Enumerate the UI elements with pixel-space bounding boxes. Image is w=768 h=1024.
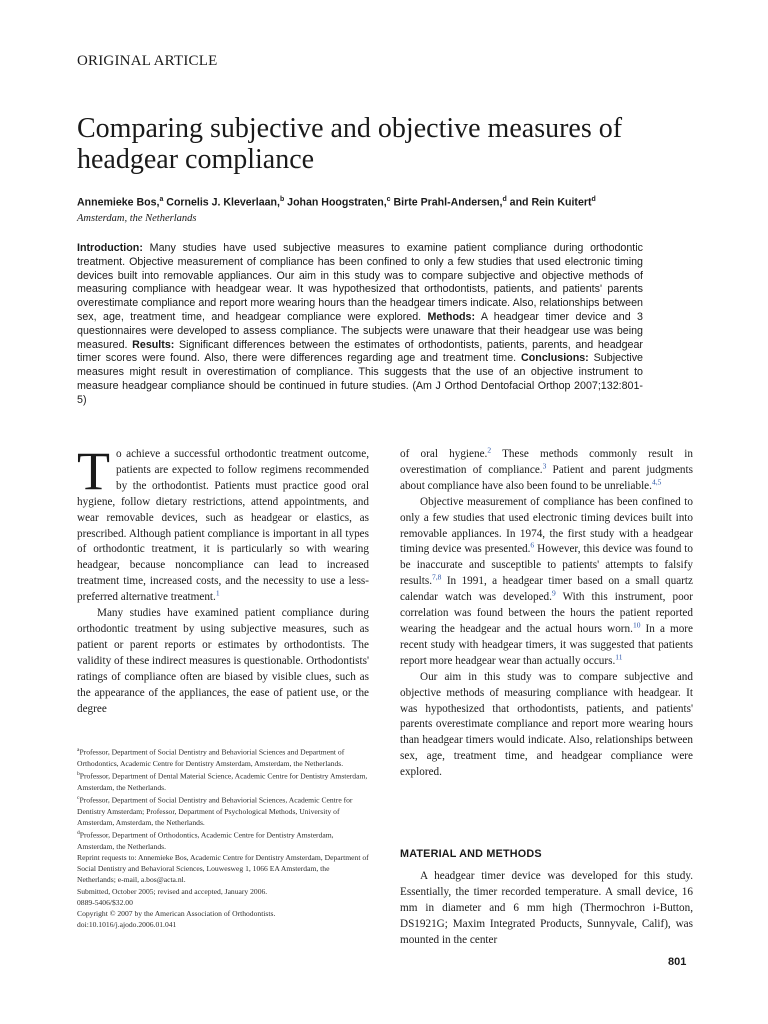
section-label: ORIGINAL ARTICLE [77, 53, 218, 69]
reprint-requests: Reprint requests to: Annemieke Bos, Academic Centre for Dentistry Amsterdam, Department of Social Dentistry and Behavioral Sciences, Louwesweg 1, 1066 EA Amsterdam, the Netherlands; e-mail, a.bos@acta.nl. [77, 852, 369, 885]
author-affiliation-mark: a [159, 196, 164, 203]
reference-link[interactable]: 6 [530, 540, 535, 550]
abstract-results-text: Significant differences between the estimates of orthodontists, patients, parents, and headgear timer scores were found. Also, there were differences regarding age and treatment time. [77, 338, 643, 365]
author-name: Johan Hoogstraten, [287, 196, 387, 209]
abstract-conclusions-label: Conclusions: [516, 352, 589, 365]
body-paragraph: A headgear timer device was developed for this study. Essentially, the timer recorded temperature. A small device, 16 mm in diameter and 6 mm high (Thermochron i-Button, DS1921G; Maxim Integrated Products, Sunnyvale, Calif), was mounted in the center [400, 870, 693, 946]
paragraph-text: o achieve a successful orthodontic treatment outcome, patients are expected to follow regimens recommended by the orthodontist. Patients must practice good oral hygiene, follow dietary restrictions, attend appointments, and wear removable devices, such as headgear or elastics, as prescribed. Although patient compliance is important in all types of orthodontic treatment, it is particularly so with wearing headgear, because noncompliance can lead to increased treatment time, increased costs, and the necessity to use a less-preferred alternative treatment. [77, 448, 369, 604]
body-column-right [400, 447, 693, 781]
reference-link[interactable]: 10 [632, 620, 641, 630]
reference-link[interactable]: 3 [542, 461, 547, 471]
footnote-c [77, 793, 369, 828]
footnote-mark: d [77, 830, 80, 837]
reference-link[interactable]: 9 [551, 588, 556, 598]
author-name: Birte Prahl-Andersen, [393, 196, 503, 209]
reference-link[interactable]: 1 [215, 588, 220, 598]
footnote-mark: c [77, 794, 80, 801]
submission-dates: Submitted, October 2005; revised and accepted, January 2006. [77, 886, 268, 896]
author-name: and Rein Kuitert [509, 196, 592, 209]
issn: 0889-5406/$32.00 [77, 897, 133, 907]
section-heading-methods: MATERIAL AND METHODS [400, 848, 542, 860]
body-paragraph [400, 495, 693, 670]
paragraph-text: These methods commonly result in overestimation of compliance. [400, 448, 693, 476]
abstract-results-label: Results: [127, 338, 175, 351]
abstract [77, 242, 643, 408]
author-affiliation-mark: c [386, 196, 391, 203]
abstract-conclusions-text: Subjective measures might result in overestimation of compliance. This suggests that the use of an objective instrument to measure headgear compliance should be continued in future studies. (Am J Orthod Dentofacial Orthop 2007;132:801-5) [77, 352, 643, 406]
author-name: Annemieke Bos, [77, 196, 160, 209]
author-affiliation-mark: d [502, 196, 507, 203]
footnotes [77, 745, 369, 930]
footnote-mark: b [77, 770, 80, 777]
paragraph-text: In a more recent study with headgear timers, it was suggested that patients report more headgear wear than actually occurs. [400, 622, 693, 667]
abstract-methods-text: A headgear timer device and 3 questionnaires were developed to assess compliance. The subjects were unaware that their headgear use was being measured. [77, 310, 643, 351]
author-list [77, 196, 717, 209]
paragraph-text: With this instrument, poor correlation was found between the hours the patient reported wearing the headgear and the actual hours worn. [400, 591, 693, 635]
author-affiliation-mark: b [279, 196, 285, 203]
paragraph-text: of oral hygiene. [400, 448, 488, 460]
footnote-text: Professor, Department of Social Dentistry and Behaviorial Sciences and Department of Orthodontics, Academic Centre for Dentistry Amsterdam, Amsterdam, the Netherlands. [77, 747, 345, 768]
body-paragraph [400, 447, 693, 495]
author-name: Cornelis J. Kleverlaan, [166, 196, 280, 209]
body-column-left [77, 441, 369, 717]
footnote-a [77, 745, 369, 769]
footnote-mark: a [77, 747, 80, 753]
footnote-d [77, 828, 369, 852]
drop-cap: T [77, 441, 110, 501]
abstract-intro-label: Introduction: [77, 242, 143, 254]
footnote-b [77, 769, 369, 793]
author-affiliation-mark: d [591, 196, 596, 203]
body-paragraph [77, 441, 369, 606]
body-paragraph: Our aim in this study was to compare subjective and objective methods of measuring compliance with headgear. It was hypothesized that orthodontists, patients, and patients' parents overestimate compliance and report more wearing hours than headgear timers would indicate. Also, relationships between sex, age, treatment time, and headgear compliance were explored. [400, 670, 693, 779]
reference-link[interactable]: 11 [615, 652, 623, 662]
abstract-methods-label: Methods: [421, 310, 476, 323]
affiliation-place: Amsterdam, the Netherlands [77, 213, 197, 224]
methods-text [400, 869, 693, 949]
footnote-text: Professor, Department of Dental Material Science, Academic Centre for Dentistry Amsterdam, Amsterdam, the Netherlands. [77, 771, 368, 792]
footnote-text: Professor, Department of Social Dentistry and Behaviorial Sciences, Academic Centre for Dentistry Amsterdam; Professor, Department of Psychological Methods, University of Amsterdam, Amsterdam, the Netherlands. [77, 795, 353, 827]
footnote-text: Professor, Department of Orthodontics, Academic Centre for Dentistry Amsterdam, Amsterdam, the Netherlands. [77, 830, 334, 851]
paragraph-text: Objective measurement of compliance has been confined to only a few studies that used electronic timing devices built into removable appliances. In 1974, the first study with a headgear timing device was presented. [400, 495, 693, 556]
abstract-intro-text: Many studies have used subjective measures to examine patient compliance during orthodontic treatment. Objective measurement of compliance has been confined to only a few studies that used electronic timing devices built into removable appliances. Our aim in this study was to compare subjective and objective methods of measuring compliance with headgear wear. It was hypothesized that orthodontists, patients, and patients' parents overestimate compliance and report more wearing hours than the headgear timers indicate. Also, relationships between sex, age, treatment time, and headgear compliance were explored. [77, 242, 643, 323]
copyright: Copyright © 2007 by the American Association of Orthodontists. [77, 908, 276, 918]
reference-link[interactable]: 7,8 [432, 572, 442, 582]
page-number: 801 [668, 956, 687, 968]
body-paragraph: Many studies have examined patient compliance during orthodontic treatment by using subjective measures, such as patient or parent reports or estimates by orthodontists. The validity of these indirect measures is questionable. Orthodontists' ratings of compliance often are biased by visible clues, such as the appearance of the appliances, the ease of patient use, or the degree [77, 607, 369, 715]
article-title: Comparing subjective and objective measures of headgear compliance [77, 113, 623, 175]
reference-link[interactable]: 2 [487, 445, 492, 455]
reference-link[interactable]: 4,5 [651, 477, 662, 487]
doi: doi:10.1016/j.ajodo.2006.01.041 [77, 920, 177, 930]
paragraph-text: However, this device was found to be inaccurate and susceptible to patients' attempts to falsify results. [400, 543, 693, 588]
paragraph-text: In 1991, a headgear timer based on a small quartz calendar watch was developed. [400, 575, 693, 604]
paragraph-text: Patient and parent judgments about compliance have also been found to be unreliable. [400, 463, 693, 492]
